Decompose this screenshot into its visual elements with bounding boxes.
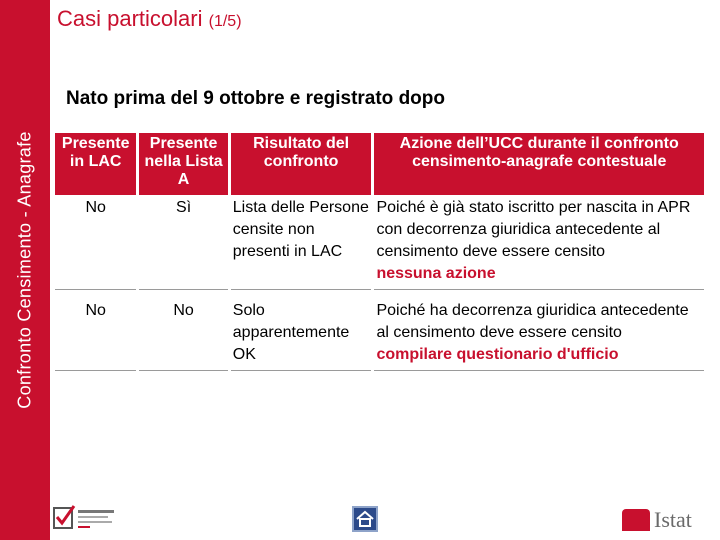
cell-lista: Sì [139, 195, 227, 290]
cell-risultato: Solo apparentemente OK [231, 290, 372, 371]
page-counter: (1/5) [208, 13, 242, 30]
home-button[interactable] [352, 506, 378, 532]
cell-lac: No [55, 195, 136, 290]
censimento-logo [52, 500, 118, 534]
home-icon [354, 508, 376, 530]
table-row [55, 290, 704, 371]
header-lac: Presente in LAC [55, 133, 136, 195]
section-subtitle: Nato prima del 9 ottobre e registrato dopo [66, 88, 445, 109]
azione-esito: nessuna azione [376, 265, 496, 282]
cell-lista: No [139, 290, 227, 371]
title-text: Casi particolari [57, 6, 203, 31]
istat-name: Istat [654, 507, 692, 532]
header-azione: Azione dell’UCC durante il confronto censimento-anagrafe contestuale [374, 133, 704, 195]
cell-lac: No [55, 290, 136, 371]
comparison-table [52, 133, 707, 371]
sidebar-band [0, 0, 50, 540]
azione-text: Poiché ha decorrenza giuridica antecedente al censimento deve essere censito [376, 302, 689, 341]
cell-azione [374, 290, 704, 371]
cell-azione [374, 195, 704, 290]
header-lista: Presente nella Lista A [139, 133, 227, 195]
sidebar-label: Confronto Censimento - Anagrafe [14, 131, 35, 409]
header-risultato: Risultato del confronto [231, 133, 372, 195]
table-header-row [55, 133, 704, 195]
table-row [55, 195, 704, 290]
page-title [57, 6, 242, 32]
azione-text: Poiché è già stato iscritto per nascita in APR con decorrenza giuridica antecedente al censimento deve essere censito [376, 199, 691, 260]
cell-risultato: Lista delle Persone censite non presenti in LAC [231, 195, 372, 290]
istat-logo [622, 508, 692, 532]
istat-mark-icon [622, 509, 650, 531]
azione-esito: compilare questionario d'ufficio [376, 346, 619, 363]
